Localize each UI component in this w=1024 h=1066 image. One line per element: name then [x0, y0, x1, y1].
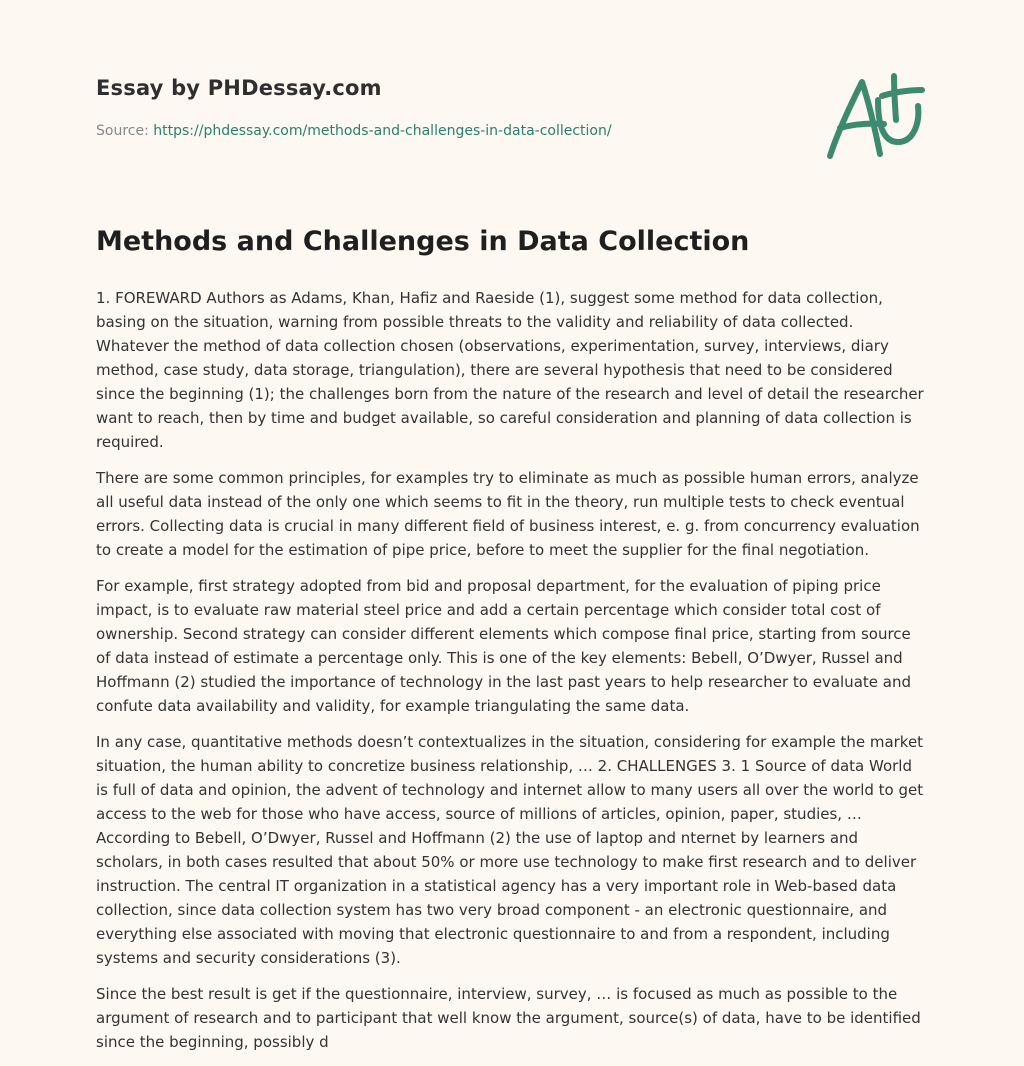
essay-paragraph: For example, first strategy adopted from bid and proposal department, for the evaluation of piping price impact, is to evaluate raw material steel price and add a certain percentage which consider total cost of ownership. Second strategy can consider different elements which compose final price, starting from source of data instead of estimate a percentage only. This is one of the key elements: Bebell, O’Dwyer, Russel and Hoffmann (2) studied the importance of technology in the last past years to help researcher to evaluate and confute data availability and validity, for example triangulating the same data. [96, 577, 911, 715]
a-plus-grade-icon [818, 66, 928, 166]
essay-paragraph: Since the best result is get if the questionnaire, interview, survey, … is focused as much as possible to the argument of research and to participant that well know the argument, source(s) of data, have to be identified since the beginning, possibly d [96, 985, 921, 1051]
essay-body [96, 286, 928, 1066]
source-label: Source: [96, 123, 154, 139]
essay-title: Methods and Challenges in Data Collection [96, 226, 750, 257]
essay-paragraph: 1. FOREWARD Authors as Adams, Khan, Hafiz and Raeside (1), suggest some method for data collection, basing on the situation, warning from possible threats to the validity and reliability of data collected. Whatever the method of data collection chosen (observations, experimentation, survey, interviews, diary method, case study, data storage, triangulation), there are several hypothesis that need to be considered since the beginning (1); the challenges born from the nature of the research and level of detail the researcher want to reach, then by time and budget available, so careful consideration and planning of data collection is required. [96, 289, 924, 451]
essay-paragraph: There are some common principles, for examples try to eliminate as much as possible human errors, analyze all useful data instead of the only one which seems to fit in the theory, run multiple tests to check eventual errors. Collecting data is crucial in many different field of business interest, e. g. from concurrency evaluation to create a model for the estimation of pipe price, before to meet the supplier for the final negotiation. [96, 469, 920, 559]
site-title: Essay by PHDessay.com [96, 76, 382, 100]
essay-paragraph: In any case, quantitative methods doesn’t contextualizes in the situation, considering for example the market situation, the human ability to concretize business relationship, … 2. CHALLENGES 3. 1 Source of data World is full of data and opinion, the advent of technology and internet allow to many users all over the world to get access to the web for those who have access, source of millions of articles, opinion, paper, studies, … According to Bebell, O’Dwyer, Russel and Hoffmann (2) the use of laptop and nternet by learners and scholars, in both cases resulted that about 50% or more use technology to make first research and to deliver instruction. The central IT organization in a statistical agency has a very important role in Web-based data collection, since data collection system has two very broad component - an electronic questionnaire, and everything else associated with moving that electronic questionnaire to and from a respondent, including systems and security considerations (3). [96, 733, 924, 967]
source-link[interactable]: https://phdessay.com/methods-and-challenges-in-data-collection/ [153, 123, 612, 139]
source-line [96, 123, 612, 139]
